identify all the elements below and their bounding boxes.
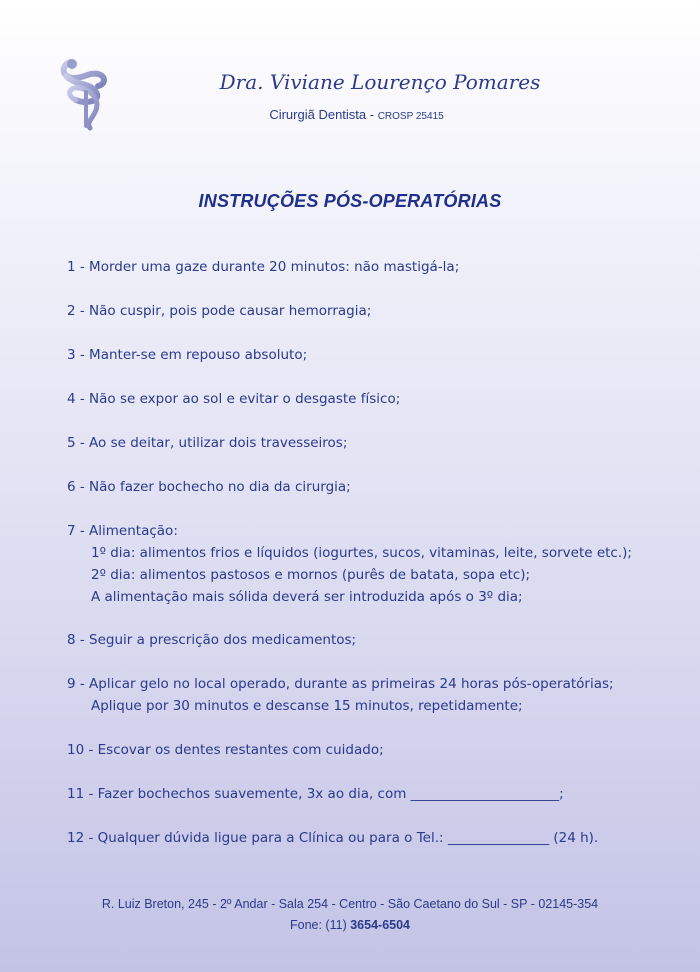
list-item: 4 - Não se expor ao sol e evitar o desgaste físico; (67, 391, 401, 407)
doctor-role (0, 107, 700, 122)
phone-number: 3654-6504 (350, 918, 410, 932)
role-text: Cirurgiã Dentista - (269, 107, 378, 122)
list-item: 3 - Manter-se em repouso absoluto; (67, 347, 308, 363)
phone-label: Fone: (11) (290, 918, 351, 932)
doctor-name: Dra. Viviane Lourenço Pomares (219, 70, 541, 94)
list-item: 12 - Qualquer dúvida ligue para a Clínica ou para o Tel.: _______________ (24 h). (67, 830, 599, 846)
page-title: INSTRUÇÕES PÓS-OPERATÓRIAS (198, 191, 502, 211)
list-item: 6 - Não fazer bochecho no dia da cirurgia; (67, 479, 351, 495)
list-item: 9 - Aplicar gelo no local operado, durante as primeiras 24 horas pós-operatórias; Aplique por 30 minutos e descanse 15 minutos, repetidamente; (67, 676, 614, 714)
list-item: 2 - Não cuspir, pois pode causar hemorragia; (67, 303, 372, 319)
list-item: 7 - Alimentação: 1º dia: alimentos frios e líquidos (iogurtes, sucos, vitaminas, leite, sorvete etc.); 2º dia: alimentos pastosos e mornos (purês de batata, sopa etc); A alimentação mais sólida deverá ser introduzida após o 3º dia; (67, 523, 632, 605)
registration-number: CROSP 25415 (377, 111, 444, 122)
list-item: 5 - Ao se deitar, utilizar dois travesseiros; (67, 435, 348, 451)
list-item: 11 - Fazer bochechos suavemente, 3x ao dia, com ______________________; (67, 786, 564, 802)
list-item: 10 - Escovar os dentes restantes com cuidado; (67, 742, 384, 758)
list-item: 8 - Seguir a prescrição dos medicamentos; (67, 632, 357, 648)
footer-address: R. Luiz Breton, 245 - 2º Andar - Sala 254 - Centro - São Caetano do Sul - SP - 02145-354 (101, 897, 599, 911)
list-item: 1 - Morder uma gaze durante 20 minutos: não mastigá-la; (67, 259, 460, 275)
footer-phone (0, 918, 700, 932)
